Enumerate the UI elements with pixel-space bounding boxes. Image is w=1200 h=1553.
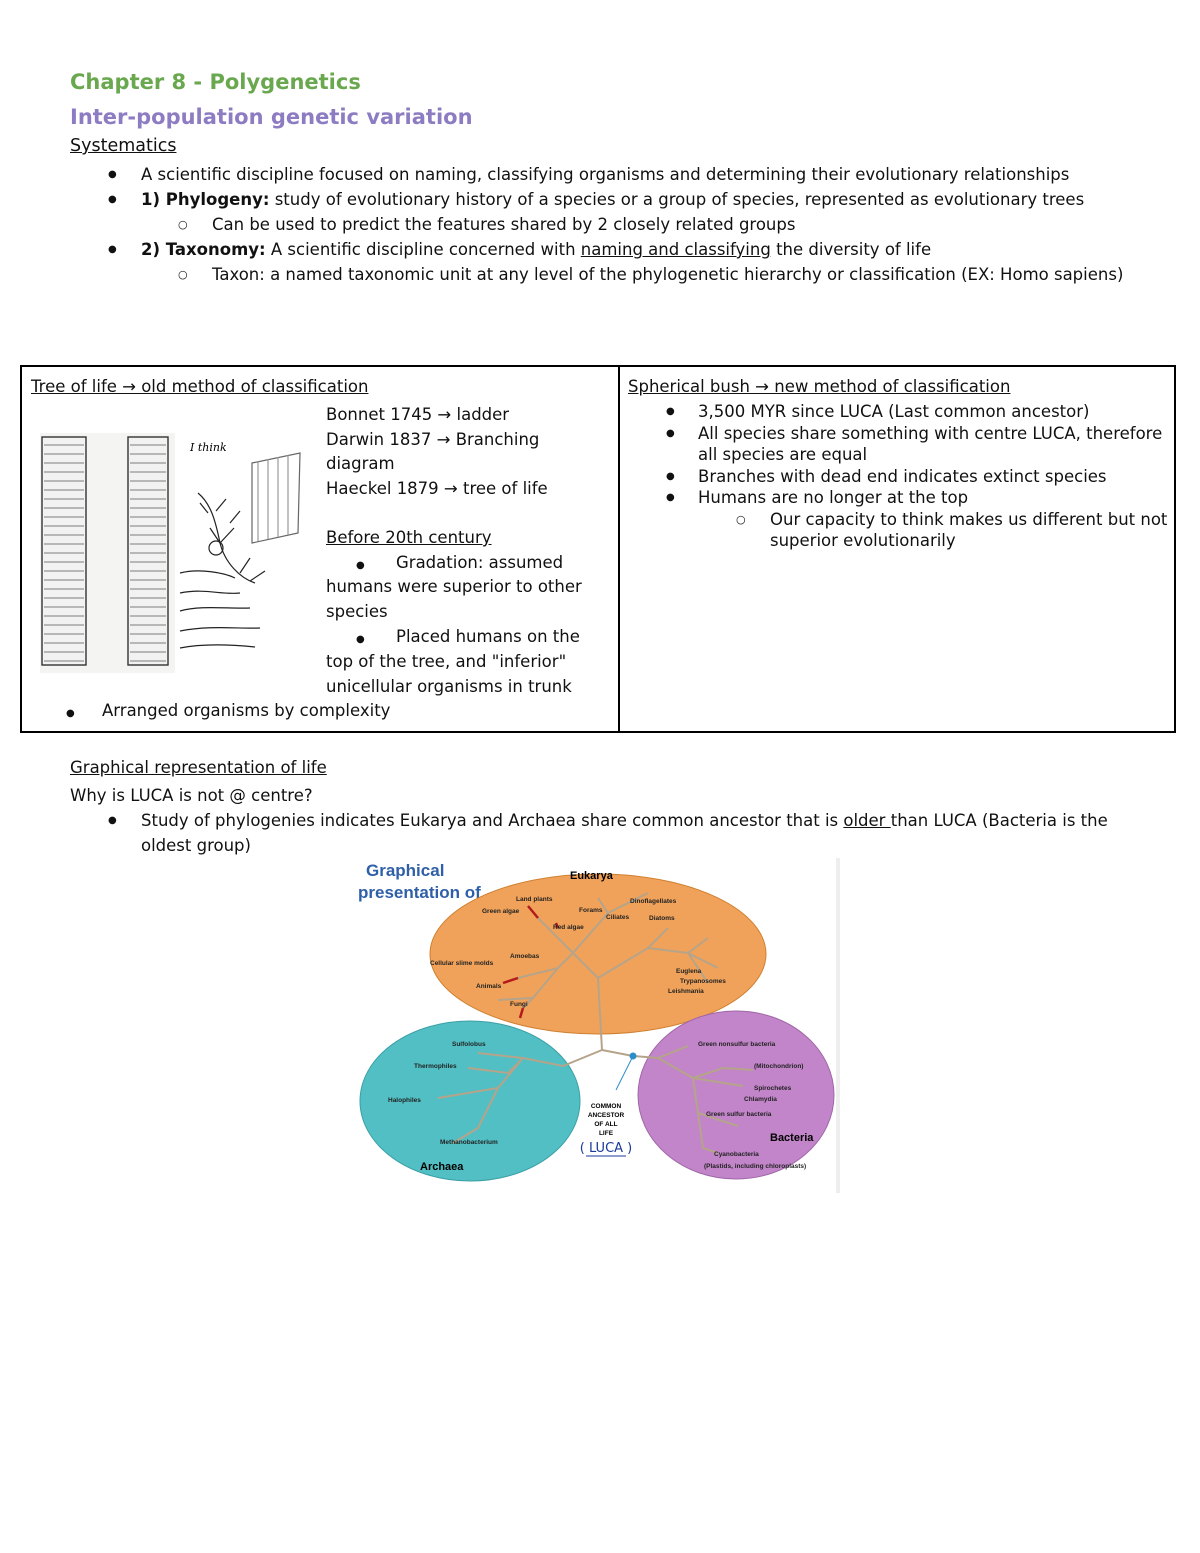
svg-text:(Mitochondrion): (Mitochondrion) xyxy=(754,1063,804,1070)
bullet-text: A scientific discipline focused on naming, classifying organisms and determining their evolutionary relationships xyxy=(141,165,1070,184)
svg-text:Diatoms: Diatoms xyxy=(649,915,675,922)
darwin-line-cont: diagram xyxy=(326,454,395,473)
taxonomy-text-end: the diversity of life xyxy=(770,240,932,259)
list-item xyxy=(628,423,1168,466)
tree-of-life-diagram xyxy=(358,858,840,1193)
taxonomy-text: A scientific discipline concerned with xyxy=(265,240,581,259)
svg-text:Green sulfur bacteria: Green sulfur bacteria xyxy=(706,1111,772,1118)
table-divider xyxy=(618,367,620,731)
svg-text:Trypanosomes: Trypanosomes xyxy=(680,978,726,985)
svg-text:Leishmania: Leishmania xyxy=(668,988,704,995)
svg-text:Archaea: Archaea xyxy=(420,1161,464,1173)
svg-text:COMMON: COMMON xyxy=(590,1103,622,1110)
gradation-line3: species xyxy=(326,602,388,621)
svg-text:Graphical: Graphical xyxy=(366,861,445,880)
bullet-text-end: than LUCA (Bacteria is the oldest group) xyxy=(141,811,1108,855)
chapter-title: Chapter 8 - Polygenetics xyxy=(70,70,361,94)
svg-text:Cyanobacteria: Cyanobacteria xyxy=(714,1151,759,1158)
svg-text:Cellular slime molds: Cellular slime molds xyxy=(430,960,494,967)
list-item xyxy=(70,162,1150,187)
svg-text:Methanobacterium: Methanobacterium xyxy=(440,1139,498,1146)
sub-bullet-text: Our capacity to think makes us different but not superior evolutionarily xyxy=(770,509,1168,550)
graphical-list xyxy=(70,808,1150,858)
svg-text:Animals: Animals xyxy=(476,983,502,990)
list-item xyxy=(628,466,1168,488)
placed-line1: Placed humans on the xyxy=(396,627,580,646)
haeckel-line: Haeckel 1879 → tree of life xyxy=(326,479,548,498)
systematics-list xyxy=(70,162,1150,287)
placed-line2: top of the tree, and "inferior" xyxy=(326,652,567,671)
svg-text:Fungi: Fungi xyxy=(510,1001,528,1008)
gradation-bullet-marker: ● xyxy=(356,560,365,571)
taxonomy-label: 2) Taxonomy: xyxy=(141,240,266,259)
spherical-bush-list xyxy=(628,401,1168,552)
svg-text:Amoebas: Amoebas xyxy=(510,953,540,960)
list-item xyxy=(698,509,1168,552)
list-item xyxy=(628,487,1168,552)
bullet-text: 3,500 MYR since LUCA (Last common ancestor) xyxy=(698,402,1090,421)
systematics-heading: Systematics xyxy=(70,136,177,156)
svg-text:Sulfolobus: Sulfolobus xyxy=(452,1041,486,1048)
svg-text:Dinoflagellates: Dinoflagellates xyxy=(630,898,677,905)
svg-text:Thermophiles: Thermophiles xyxy=(414,1063,457,1070)
tree-of-life-title: Tree of life → old method of classification xyxy=(31,377,369,396)
arranged-bullet-marker: ● xyxy=(66,708,75,719)
sub-bullet-text: Taxon: a named taxonomic unit at any level of the phylogenetic hierarchy or classification (EX: Homo sapiens) xyxy=(212,265,1124,284)
svg-text:Green nonsulfur bacteria: Green nonsulfur bacteria xyxy=(698,1041,776,1048)
svg-text:Forams: Forams xyxy=(579,907,603,914)
svg-text:Land plants: Land plants xyxy=(516,896,553,903)
darwin-sketch-image xyxy=(40,433,310,673)
list-item xyxy=(70,187,1150,237)
svg-text:(Plastids, including chloropla: (Plastids, including chloroplasts) xyxy=(704,1163,807,1170)
svg-text:( LUCA ): ( LUCA ) xyxy=(579,1141,633,1156)
arranged-line: Arranged organisms by complexity xyxy=(102,701,391,720)
before-20th-heading: Before 20th century xyxy=(326,528,492,547)
comparison-table xyxy=(20,365,1176,733)
svg-text:ANCESTOR: ANCESTOR xyxy=(587,1112,625,1119)
svg-text:Bacteria: Bacteria xyxy=(770,1132,814,1144)
spherical-bush-title: Spherical bush → new method of classification xyxy=(628,377,1011,396)
svg-text:LIFE: LIFE xyxy=(598,1130,614,1137)
bonnet-line: Bonnet 1745 → ladder xyxy=(326,405,510,424)
section-subtitle: Inter-population genetic variation xyxy=(70,105,473,129)
list-item xyxy=(70,808,1150,858)
phylogeny-label: 1) Phylogeny: xyxy=(141,190,270,209)
gradation-line1: Gradation: assumed xyxy=(396,553,564,572)
svg-text:Red algae: Red algae xyxy=(553,924,584,931)
list-item xyxy=(141,212,1150,237)
bullet-text: Humans are no longer at the top xyxy=(698,488,969,507)
graphical-heading: Graphical representation of life xyxy=(70,758,327,777)
underlined-text: naming and classifying xyxy=(580,240,771,259)
underlined-text: older xyxy=(843,811,891,830)
svg-text:Spirochetes: Spirochetes xyxy=(754,1085,792,1092)
bullet-text: Branches with dead end indicates extinct species xyxy=(698,466,1107,486)
svg-text:Chlamydia: Chlamydia xyxy=(744,1096,777,1103)
placed-line3: unicellular organisms in trunk xyxy=(326,677,572,696)
list-item xyxy=(141,262,1150,287)
svg-text:I think: I think xyxy=(190,441,227,454)
svg-text:Green algae: Green algae xyxy=(482,908,520,915)
svg-text:OF ALL: OF ALL xyxy=(594,1121,618,1128)
svg-text:Eukarya: Eukarya xyxy=(570,870,613,882)
sub-bullet-text: Can be used to predict the features shared by 2 closely related groups xyxy=(212,215,796,234)
svg-text:Halophiles: Halophiles xyxy=(388,1097,421,1104)
gradation-line2: humans were superior to other xyxy=(326,577,582,596)
svg-text:Euglena: Euglena xyxy=(676,968,702,975)
darwin-line: Darwin 1837 → Branching xyxy=(326,430,540,449)
svg-text:Ciliates: Ciliates xyxy=(606,914,630,921)
phylogeny-text: study of evolutionary history of a species or a group of species, represented as evolutionary trees xyxy=(269,190,1085,209)
luca-question: Why is LUCA is not @ centre? xyxy=(70,786,313,805)
bullet-text: Study of phylogenies indicates Eukarya and Archaea share common ancestor that is xyxy=(141,811,844,830)
list-item xyxy=(628,401,1168,423)
list-item xyxy=(70,237,1150,287)
svg-text:presentation of: presentation of xyxy=(358,883,481,902)
bullet-text: All species share something with centre LUCA, therefore all species are equal xyxy=(698,423,1163,464)
placed-bullet-marker: ● xyxy=(356,634,365,645)
